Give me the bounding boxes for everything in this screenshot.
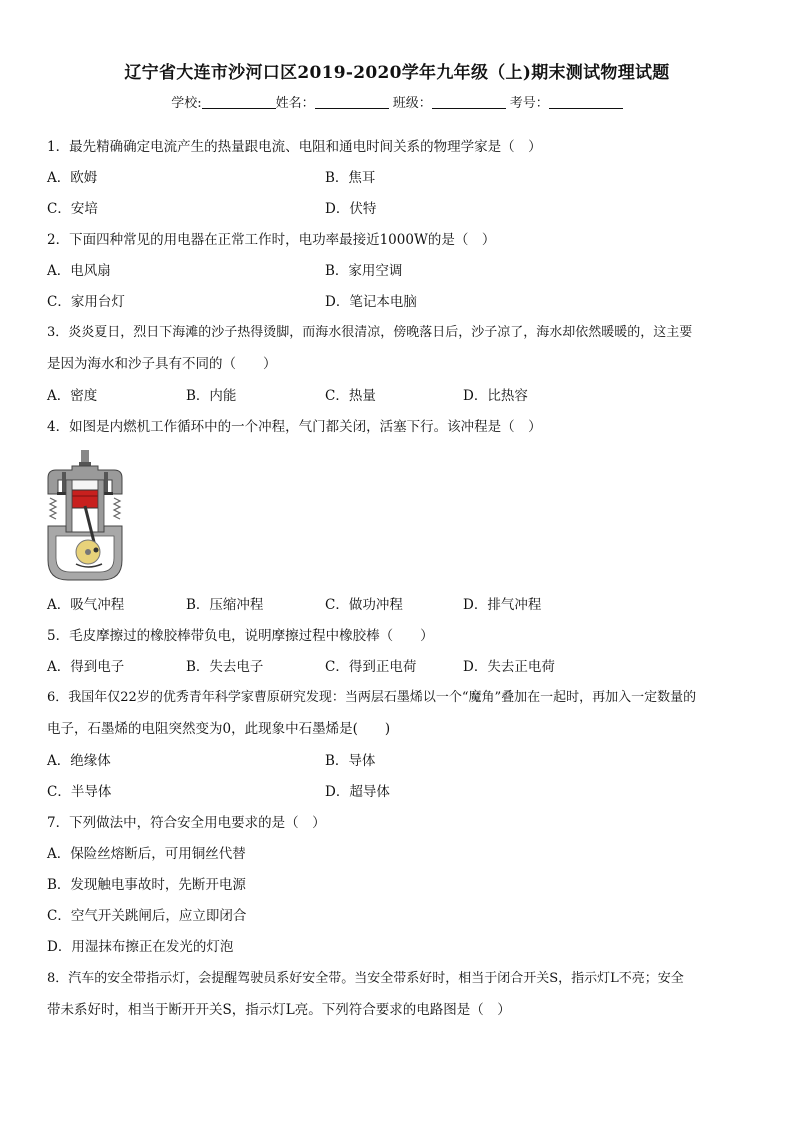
question-6-option-c: C．半导体	[47, 784, 112, 800]
piston-icon	[72, 490, 98, 508]
question-8-stem-line-2: 带未系好时，相当于断开开关S，指示灯L亮。下列符合要求的电路图是（ ）	[47, 1002, 511, 1018]
question-1-option-d: D．伏特	[325, 201, 377, 217]
question-3-option-a: A．密度	[47, 388, 98, 404]
school-label: 学校:	[171, 96, 202, 111]
right-spring-icon	[114, 498, 120, 519]
student-info-line	[0, 92, 794, 111]
question-7-stem: 7．下列做法中，符合安全用电要求的是（ ）	[47, 815, 326, 831]
question-7-option-d: D．用湿抹布擦正在发光的灯泡	[47, 939, 234, 955]
question-3-option-c: C．热量	[325, 388, 376, 404]
engine-stroke-diagram	[44, 448, 126, 582]
school-blank[interactable]	[202, 96, 276, 109]
question-1-option-c: C．安培	[47, 201, 98, 217]
exam-number-blank[interactable]	[549, 96, 623, 109]
question-6-option-d: D．超导体	[325, 784, 390, 800]
name-blank[interactable]	[315, 96, 389, 109]
left-spring-icon	[50, 498, 56, 519]
question-3-stem-line-2: 是因为海水和沙子具有不同的（ ）	[47, 356, 277, 372]
question-5-option-a: A．得到电子	[47, 659, 125, 675]
question-2-option-b: B．家用空调	[325, 263, 403, 279]
page-title: 辽宁省大连市沙河口区2019-2020学年九年级（上)期末测试物理试题	[124, 63, 670, 83]
exam-number-label: 考号：	[509, 96, 549, 111]
question-6-option-a: A．绝缘体	[47, 753, 111, 769]
question-3-stem-line-1: 3．炎炎夏日，烈日下海滩的沙子热得烫脚，而海水很清凉，傍晚落日后，沙子凉了，海水却依然暖暖的，这主要	[47, 325, 693, 340]
question-2-option-c: C．家用台灯	[47, 294, 125, 310]
class-blank[interactable]	[432, 96, 506, 109]
question-1-option-a: A．欧姆	[47, 170, 98, 186]
question-4-option-a: A．吸气冲程	[47, 597, 125, 613]
question-5-option-b: B．失去电子	[186, 659, 264, 675]
question-6-stem-line-1: 6．我国年仅22岁的优秀青年科学家曹原研究发现：当两层石墨烯以一个“魔角”叠加在一起时，再加入一定数量的	[47, 690, 697, 705]
question-7-option-a: A．保险丝熔断后，可用铜丝代替	[47, 846, 246, 862]
question-4-option-b: B．压缩冲程	[186, 597, 264, 613]
question-5-stem: 5．毛皮摩擦过的橡胶棒带负电，说明摩擦过程中橡胶棒（ ）	[47, 628, 434, 644]
question-7-option-c: C．空气开关跳闸后，应立即闭合	[47, 908, 247, 924]
question-5-option-c: C．得到正电荷	[325, 659, 417, 675]
question-2-option-a: A．电风扇	[47, 263, 111, 279]
question-6-stem-line-2: 电子，石墨烯的电阻突然变为0，此现象中石墨烯是( )	[47, 721, 391, 737]
question-3-option-b: B．内能	[186, 388, 237, 404]
question-4-option-d: D．排气冲程	[463, 597, 542, 613]
question-5-option-d: D．失去正电荷	[463, 659, 555, 675]
question-4-option-c: C．做功冲程	[325, 597, 403, 613]
question-7-option-b: B．发现触电事故时，先断开电源	[47, 877, 246, 893]
question-3-option-d: D．比热容	[463, 388, 528, 404]
name-label: 姓名：	[275, 96, 315, 111]
question-2-option-d: D．笔记本电脑	[325, 294, 417, 310]
question-2-stem: 2．下面四种常见的用电器在正常工作时，电功率最接近1000W的是（ ）	[47, 232, 496, 248]
class-label: 班级：	[392, 96, 432, 111]
question-1-stem: 1．最先精确确定电流产生的热量跟电流、电阻和通电时间关系的物理学家是（ ）	[47, 139, 542, 155]
question-8-stem-line-1: 8．汽车的安全带指示灯，会提醒驾驶员系好安全带。当安全带系好时，相当于闭合开关S，指示灯L不亮；安全	[47, 971, 684, 986]
spark-plug-icon	[81, 450, 89, 464]
question-1-option-b: B．焦耳	[325, 170, 376, 186]
question-4-stem: 4．如图是内燃机工作循环中的一个冲程，气门都关闭，活塞下行。该冲程是（ ）	[47, 419, 542, 435]
question-6-option-b: B．导体	[325, 753, 376, 769]
